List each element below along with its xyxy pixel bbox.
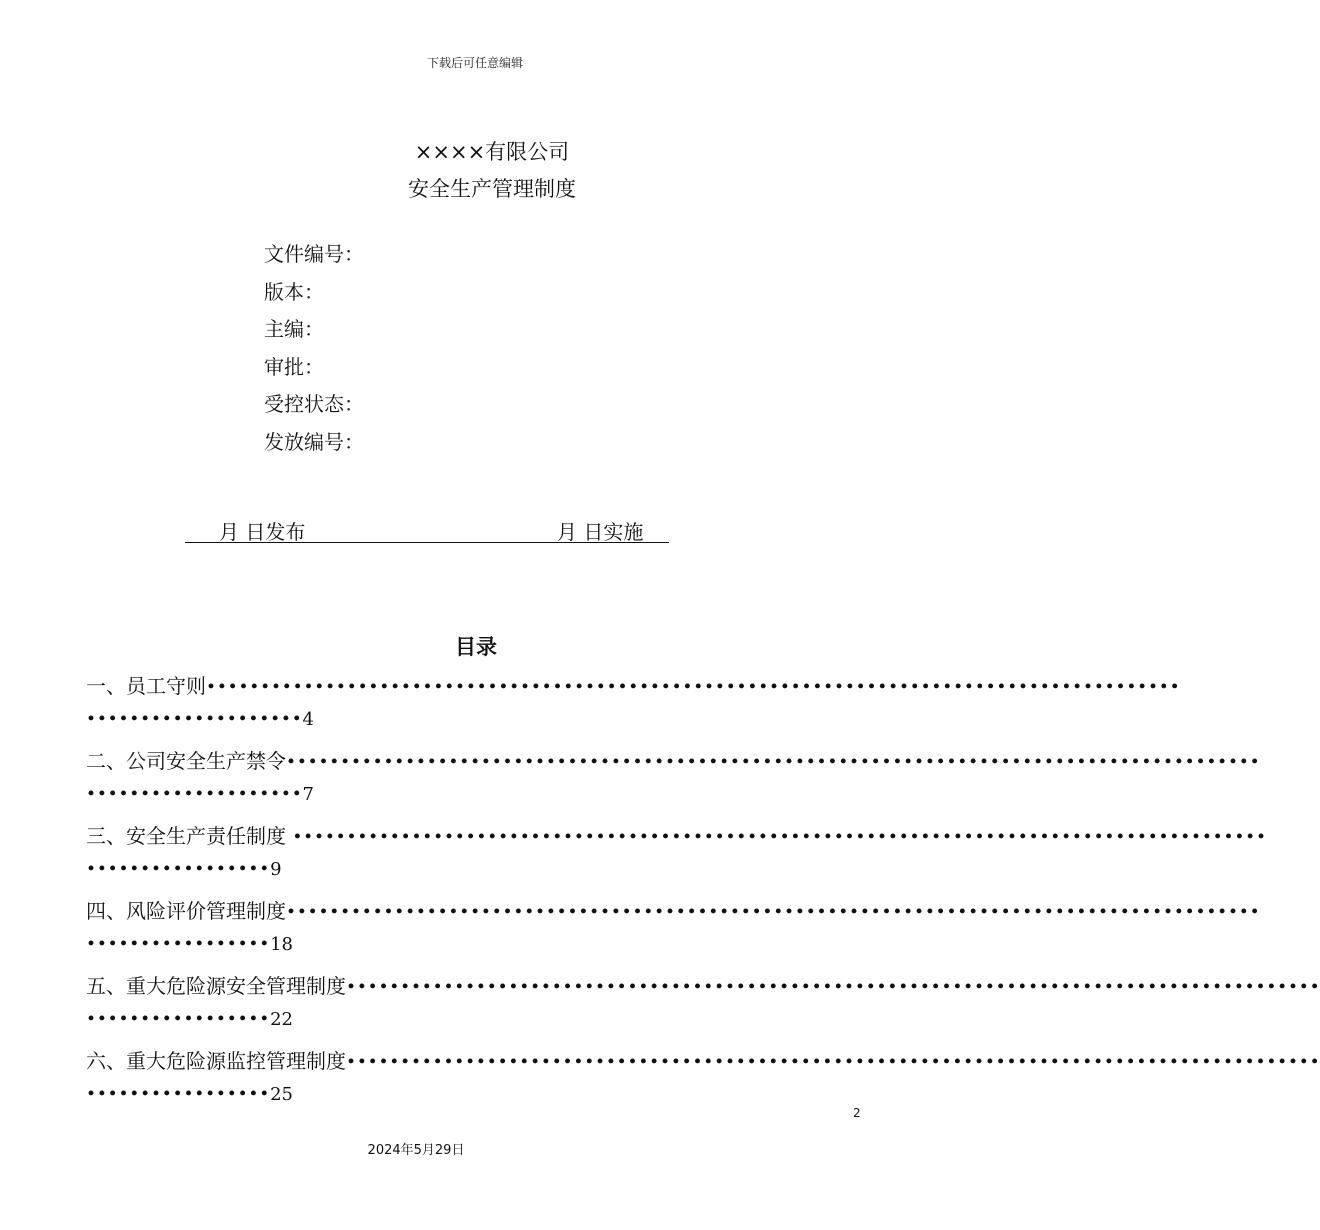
- toc-item[interactable]: [86, 895, 1261, 924]
- field-editor: 主编：: [264, 317, 324, 341]
- toc-item[interactable]: [86, 1045, 1320, 1074]
- toc-item-continuation[interactable]: [86, 706, 868, 730]
- implement-date: 月 日实施: [557, 520, 644, 544]
- toc-item-continuation[interactable]: [86, 781, 868, 805]
- toc-leader-dots: ••••••••••••••••••••: [86, 784, 303, 805]
- toc-item-label: 六、重大危险源监控管理制度: [86, 1049, 346, 1073]
- field-approval: 审批：: [264, 355, 324, 379]
- page-number: 2: [853, 1106, 861, 1120]
- toc-item-page: 9: [270, 859, 282, 880]
- toc-item-page: 7: [302, 784, 314, 805]
- toc-item[interactable]: [86, 745, 1261, 774]
- toc-item-label: 三、安全生产责任制度: [86, 824, 293, 848]
- field-file-number: 文件编号：: [264, 242, 364, 266]
- header-note: 下载后可任意编辑: [426, 56, 523, 70]
- footer-date: 2024年5月29日: [367, 1143, 465, 1158]
- toc-leader-dots: ••••••••••••••••••••: [86, 709, 303, 730]
- publish-date: 月 日发布: [219, 520, 306, 544]
- field-control-status: 受控状态：: [264, 392, 364, 416]
- toc-item-label: 五、重大危险源安全管理制度: [86, 974, 346, 998]
- toc-item-page: 18: [270, 934, 293, 955]
- toc-leader-dots: ••••••••••••••••••••••••••••••••••••••••••••••••••••••••••••••••••••••••••••••••••••••••••: [292, 827, 1267, 848]
- toc-item-label: 一、员工守则: [86, 674, 206, 698]
- toc-leader-dots: •••••••••••••••••: [86, 934, 271, 955]
- toc-item-continuation[interactable]: [86, 931, 868, 955]
- toc-leader-dots: •••••••••••••••••: [86, 1084, 271, 1105]
- toc-item-continuation[interactable]: [86, 856, 868, 880]
- toc-title: 目录: [455, 635, 497, 659]
- toc-leader-dots: ••••••••••••••••••••••••••••••••••••••••••••••••••••••••••••••••••••••••••••••••••••••••••: [346, 977, 1320, 998]
- toc-item-continuation[interactable]: [86, 1006, 868, 1030]
- toc-item-page: 22: [270, 1009, 293, 1030]
- toc-item-page: 25: [270, 1084, 293, 1105]
- toc-item[interactable]: [86, 670, 1181, 699]
- field-version: 版本：: [264, 280, 324, 304]
- toc-leader-dots: •••••••••••••••••: [86, 1009, 271, 1030]
- toc-leader-dots: ••••••••••••••••••••••••••••••••••••••••••••••••••••••••••••••••••••••••••••••••••••••••••: [286, 752, 1261, 773]
- company-name: ××××有限公司: [414, 140, 570, 164]
- date-line: [185, 516, 669, 543]
- toc-item-label: 二、公司安全生产禁令: [86, 749, 286, 773]
- toc-leader-dots: ••••••••••••••••••••••••••••••••••••••••••••••••••••••••••••••••••••••••••••••••••••••••••: [346, 1052, 1320, 1073]
- toc-leader-dots: •••••••••••••••••: [86, 859, 271, 880]
- toc-item-continuation[interactable]: [86, 1081, 868, 1105]
- document-title: 安全生产管理制度: [408, 177, 576, 201]
- toc-item-label: 四、风险评价管理制度: [86, 899, 286, 923]
- toc-item[interactable]: [86, 970, 1320, 999]
- toc-leader-dots: ••••••••••••••••••••••••••••••••••••••••••••••••••••••••••••••••••••••••••••••••••••••••••: [286, 902, 1261, 923]
- field-issue-number: 发放编号：: [264, 430, 364, 454]
- toc-item-page: 4: [302, 709, 314, 730]
- toc-leader-dots: ••••••••••••••••••••••••••••••••••••••••••••••••••••••••••••••••••••••••••••••••••••••••••: [206, 677, 1181, 698]
- toc-item[interactable]: [86, 820, 1267, 849]
